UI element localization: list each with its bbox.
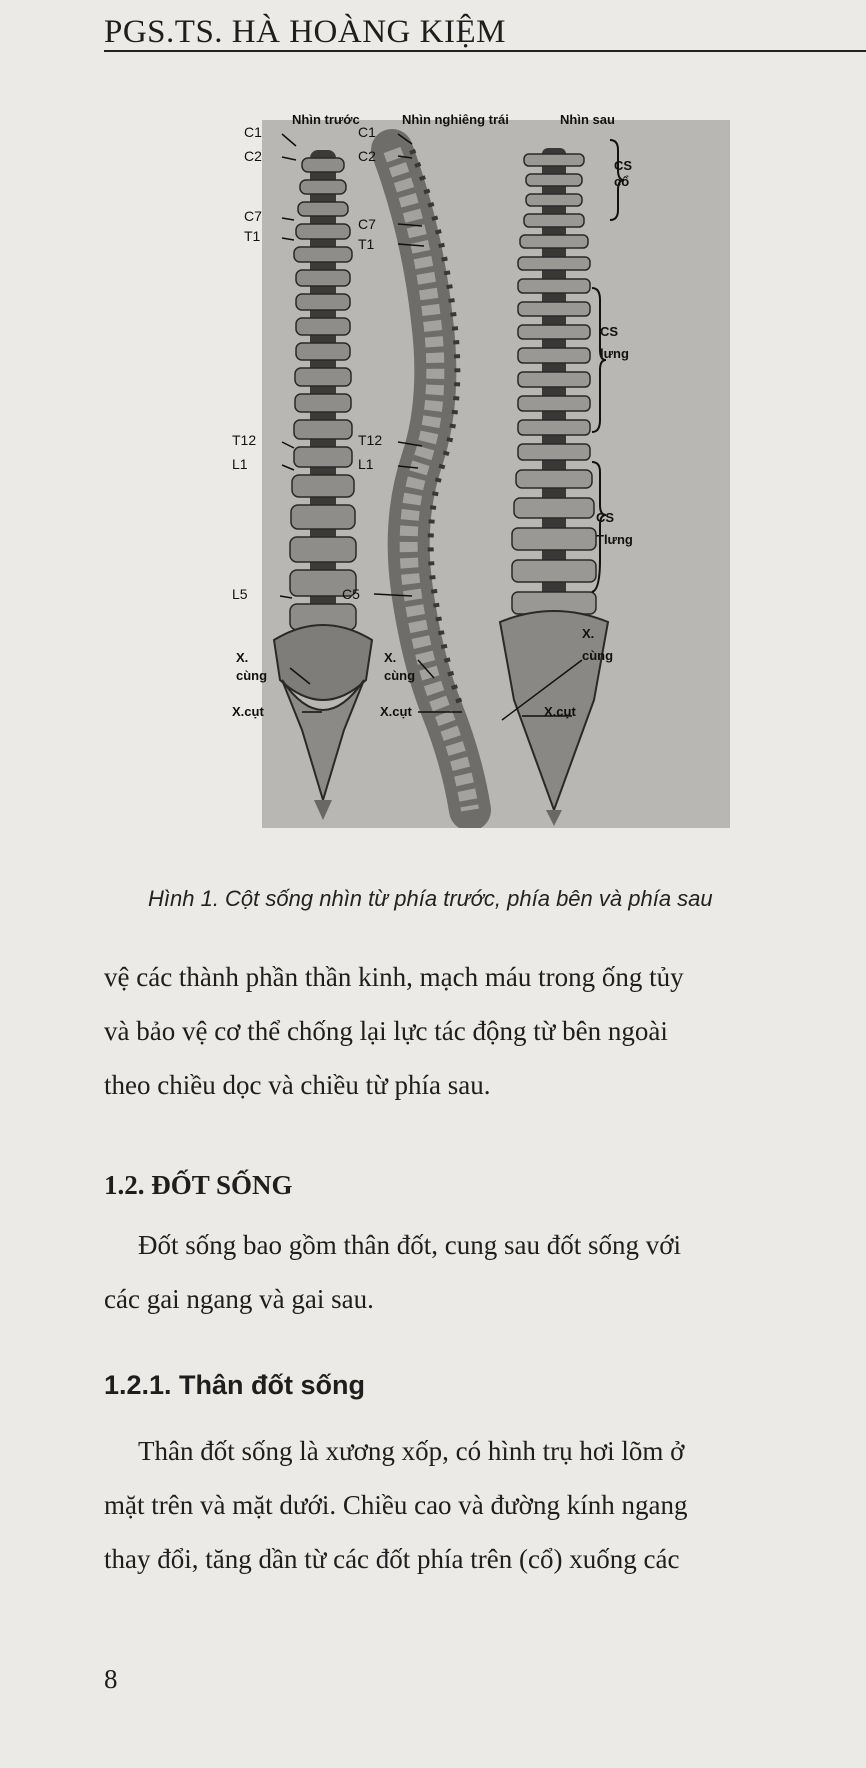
text-line: và bảo vệ cơ thể chống lại lực tác động từ bên ngoài (104, 1016, 668, 1046)
back-label-cs-co-1: CS (614, 158, 633, 173)
text-line: Đốt sống bao gồm thân đốt, cung sau đốt sống với (138, 1230, 681, 1260)
figure-caption: Hình 1. Cột sống nhìn từ phía trước, phía bên và phía sau (148, 886, 713, 911)
back-label-xcut: X.cụt (544, 704, 576, 719)
text-line: vệ các thành phần thần kinh, mạch máu trong ống tủy (104, 962, 684, 992)
side-label-c1: C1 (358, 124, 376, 140)
text-line: mặt trên và mặt dưới. Chiều cao và đường kính ngang (104, 1490, 688, 1520)
back-label-cung: cùng (582, 648, 614, 663)
paragraph-vertebral-body (104, 1424, 856, 1586)
front-label-x: X. (236, 650, 249, 665)
view-label-side: Nhìn nghiêng trái (402, 112, 509, 127)
back-label-cs-lung-2: lưng (600, 346, 629, 361)
side-label-c5: C5 (342, 586, 360, 602)
text-line: thay đổi, tăng dần từ các đốt phía trên (cổ) xuống các (104, 1544, 680, 1574)
text-line: Thân đốt sống là xương xốp, có hình trụ hơi lõm ở (138, 1436, 685, 1466)
text-line: các gai ngang và gai sau. (104, 1284, 374, 1314)
side-label-l1: L1 (358, 456, 374, 472)
side-label-x: X. (384, 650, 397, 665)
front-label-l1: L1 (232, 456, 248, 472)
page-header: PGS.TS. HÀ HOÀNG KIỆM (104, 14, 506, 50)
text-line: theo chiều dọc và chiều từ phía sau. (104, 1070, 491, 1100)
back-label-cs-that-lung-2: Tlưng (596, 532, 633, 547)
side-label-xcut: X.cụt (380, 704, 412, 719)
front-label-t1: T1 (244, 228, 261, 244)
spine-illustration (262, 120, 730, 828)
side-label-t1: T1 (358, 236, 375, 252)
paragraph-vertebra (104, 1218, 856, 1326)
view-label-back: Nhìn sau (560, 112, 615, 127)
paragraph-protection (104, 950, 856, 1112)
back-view-spine (500, 140, 624, 826)
back-label-x: X. (582, 626, 595, 641)
front-label-cung: cùng (236, 668, 268, 683)
back-label-cs-lung-1: CS (600, 324, 619, 339)
side-label-c7: C7 (358, 216, 376, 232)
back-label-cs-that-lung-1: CS (596, 510, 615, 525)
front-label-t12: T12 (232, 432, 257, 448)
back-label-cs-co-2: cổ (614, 174, 630, 189)
side-label-cung: cùng (384, 668, 416, 683)
side-label-t12: T12 (358, 432, 383, 448)
front-label-l5: L5 (232, 586, 248, 602)
front-label-c7: C7 (244, 208, 262, 224)
side-label-c2: C2 (358, 148, 376, 164)
view-label-front: Nhìn trước (292, 112, 360, 127)
spine-figure (232, 112, 730, 828)
page-number: 8 (104, 1664, 118, 1694)
front-label-c2: C2 (244, 148, 262, 164)
front-label-c1: C1 (244, 124, 262, 140)
header-rule (104, 50, 866, 52)
section-heading-1-2: 1.2. ĐỐT SỐNG (104, 1170, 293, 1200)
section-heading-1-2-1: 1.2.1. Thân đốt sống (104, 1370, 366, 1400)
front-label-xcut: X.cụt (232, 704, 264, 719)
